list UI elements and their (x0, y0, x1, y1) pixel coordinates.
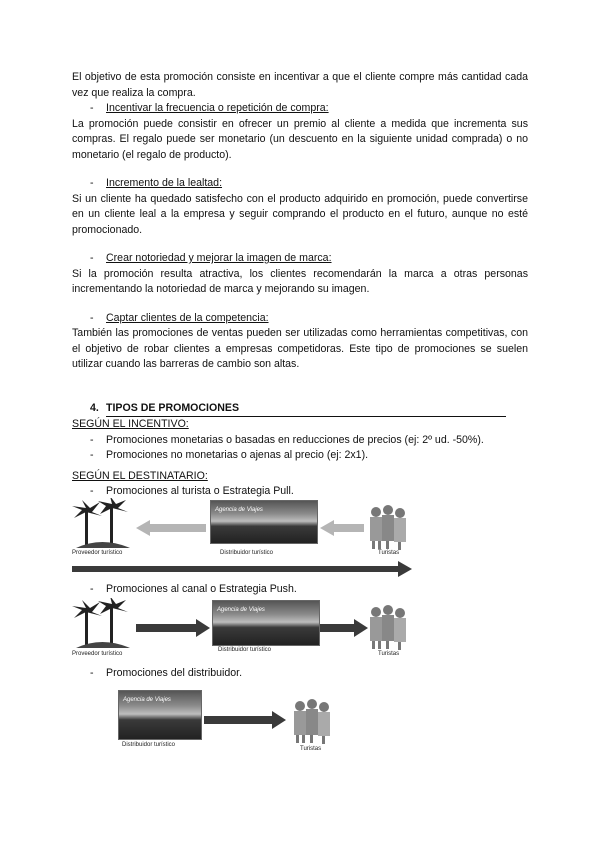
agency-photo (212, 600, 320, 646)
list-item (72, 433, 528, 449)
incentivo-item: Promociones monetarias o basadas en reducciones de precios (ej: 2º ud. -50%). (106, 433, 484, 446)
list-item (72, 582, 297, 598)
arrow-left-light (320, 520, 364, 536)
arrow-right-dark (204, 711, 286, 729)
bullet-dash: - (90, 583, 94, 595)
arrow-right-dark (320, 619, 368, 637)
label-distribuidor: Distribuidor turístico (220, 550, 274, 556)
frecuencia-paragraph: La promoción puede consistir en ofrecer un premio al cliente a medida que incrementa sus compras. El regalo puede ser monetario (un descuento en la siguiente unidad comprada) o no monetario (el regalo de producto). (72, 117, 528, 161)
distribuidor-diagram (118, 690, 348, 756)
tourists-icon (370, 505, 406, 550)
incentivo-item: Promociones no monetarias o ajenas al precio (ej: 2x1). (106, 449, 369, 461)
subheading-frecuencia: Incentivar la frecuencia o repetición de compra: (106, 102, 329, 114)
list-item (72, 176, 528, 192)
section-number: 4. (90, 401, 99, 414)
bullet-dash: - (90, 102, 94, 114)
photo-caption: Agencia de Viajes (215, 507, 263, 513)
subheading-notoriedad: Crear notoriedad y mejorar la imagen de marca: (106, 252, 332, 264)
section-title: TIPOS DE PROMOCIONES (106, 401, 506, 418)
document-page (72, 70, 528, 464)
bullet-dash: - (90, 252, 94, 264)
palm-tree-icon (72, 498, 130, 548)
tourists-icon (370, 605, 406, 650)
destinatario-item-pull: Promociones al turista o Estrategia Pull. (106, 485, 294, 497)
intro-paragraph: El objetivo de esta promoción consiste en incentivar a que el cliente compre más cantidad cada vez que realiza la compra. (72, 71, 528, 99)
bullet-dash: - (90, 485, 94, 497)
destinatario-item-distribuidor: Promociones del distribuidor. (106, 667, 243, 679)
list-item (72, 251, 528, 267)
bullet-dash: - (90, 177, 94, 189)
label-turistas: Turistas (378, 550, 400, 556)
bullet-dash: - (90, 449, 94, 461)
arrow-left-light (136, 520, 206, 536)
arrow-right-dark (136, 619, 210, 637)
label-turistas: Turistas (378, 651, 400, 657)
label-proveedor: Proveedor turístico (72, 550, 123, 556)
photo-caption: Agencia de Viajes (217, 607, 265, 613)
list-item (72, 666, 242, 682)
destinatario-heading: SEGÚN EL DESTINATARIO: (72, 470, 208, 482)
label-distribuidor: Distribuidor turístico (122, 742, 176, 748)
agency-photo (118, 690, 202, 740)
bullet-dash: - (90, 667, 94, 679)
subheading-lealtad: Incremento de la lealtad: (106, 177, 223, 189)
destinatario-item-push: Promociones al canal o Estrategia Push. (106, 583, 297, 595)
lealtad-paragraph: Si un cliente ha quedado satisfecho con el producto adquirido en promoción, puede convertirse en un cliente leal a la empresa y seguir comprando el producto en el futuro, aunque no esté promocionado. (72, 192, 528, 236)
section-heading (72, 401, 528, 418)
photo-caption: Agencia de Viajes (123, 697, 171, 703)
list-item (72, 311, 528, 327)
pull-diagram (72, 498, 412, 580)
label-distribuidor: Distribuidor turístico (218, 647, 272, 653)
label-proveedor: Proveedor turístico (72, 651, 123, 657)
subheading-competencia: Captar clientes de la competencia: (106, 311, 269, 324)
agency-photo (210, 500, 318, 544)
tourists-icon (294, 699, 330, 744)
notoriedad-paragraph: Si la promoción resulta atractiva, los clientes recomendarán la marca a otras personas incrementando la notoriedad de marca y mejorando su imagen. (72, 267, 528, 295)
label-turistas: Turistas (300, 746, 322, 752)
list-item (72, 448, 528, 464)
bullet-dash: - (90, 433, 94, 446)
arrow-right-dark (72, 561, 412, 577)
palm-tree-icon (72, 598, 130, 648)
push-diagram (72, 598, 412, 662)
competencia-paragraph: También las promociones de ventas pueden ser utilizadas como herramientas competitivas, con el objetivo de robar clientes a empresas competidoras. Este tipo de promociones se suelen utilizar cuando las barreras de cambio son altas. (72, 327, 528, 370)
bullet-dash: - (90, 311, 94, 324)
incentivo-heading: SEGÚN EL INCENTIVO: (72, 418, 189, 430)
list-item (72, 101, 528, 117)
